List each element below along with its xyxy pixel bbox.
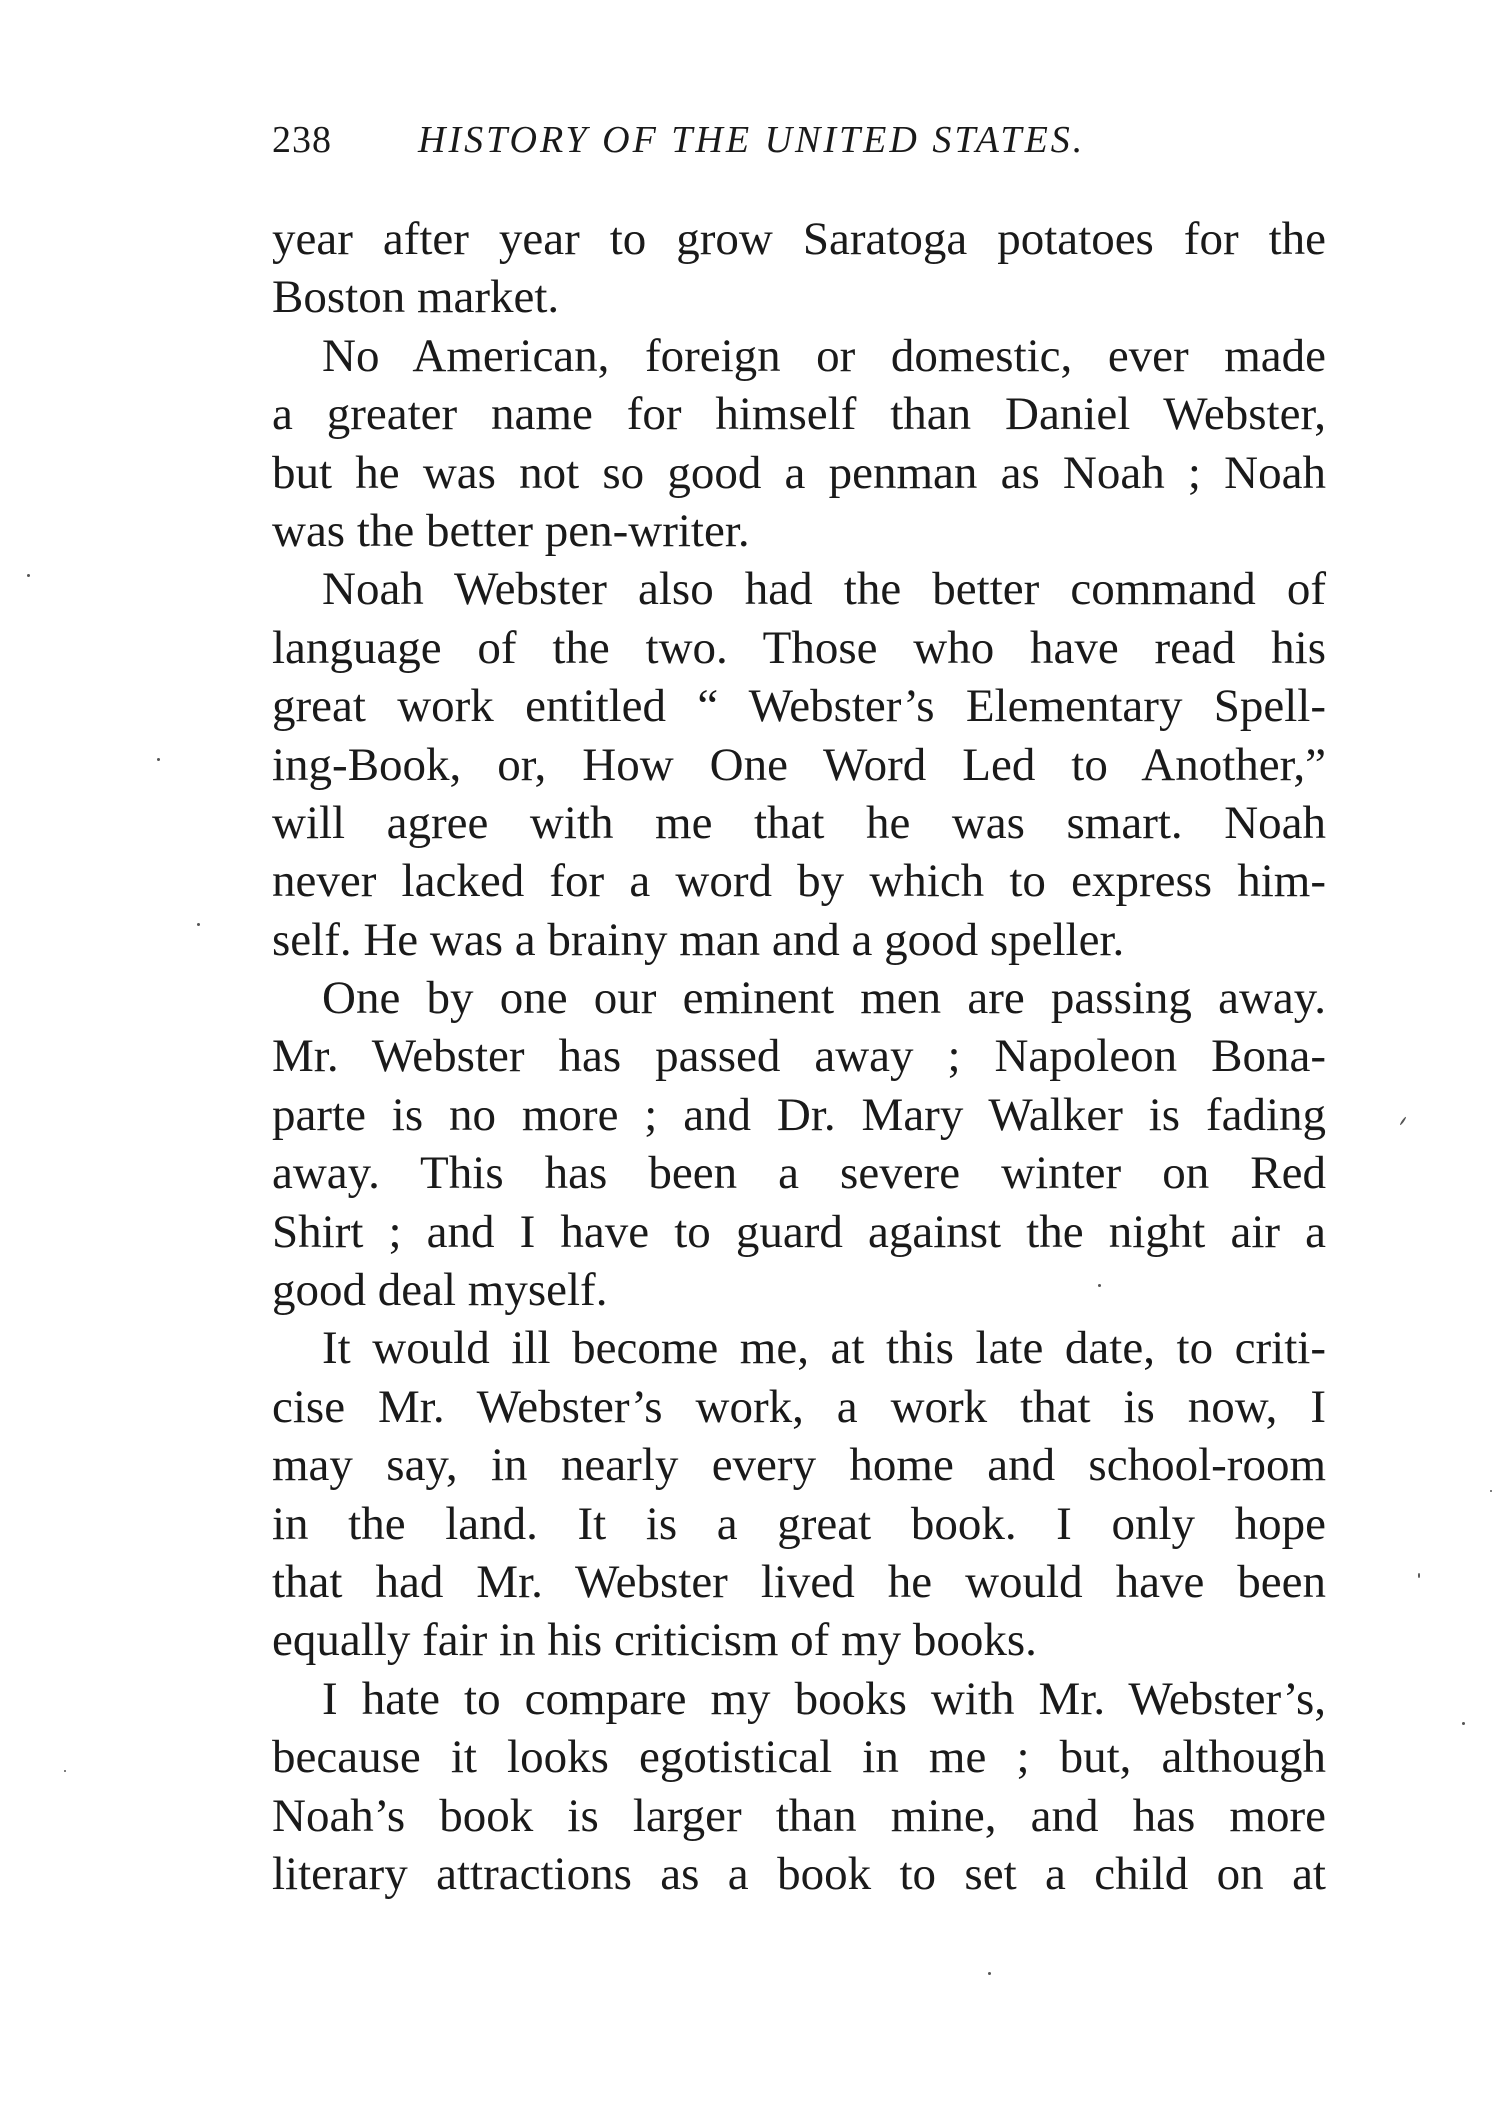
text-line: cise Mr. Webster’s work, a work that is now, I (272, 1380, 1326, 1433)
text-line: away. This has been a severe winter on Red (272, 1147, 1326, 1200)
scan-speck (1098, 1284, 1101, 1287)
text-line: may say, in nearly every home and school-room (272, 1439, 1326, 1492)
text-line: but he was not so good a penman as Noah ; Noah (272, 446, 1326, 499)
text-line: language of the two. Those who have read his (272, 621, 1326, 674)
text-line: ing-Book, or, How One Word Led to Another,” (272, 738, 1326, 791)
text-line: One by one our eminent men are passing away. (322, 972, 1326, 1025)
text-line: literary attractions as a book to set a child on at (272, 1847, 1326, 1900)
text-line: that had Mr. Webster lived he would have been (272, 1555, 1326, 1608)
scan-speck (197, 923, 200, 926)
text-line: Shirt ; and I have to guard against the night air a (272, 1205, 1326, 1258)
scan-speck (1418, 1573, 1420, 1578)
scan-speck (1399, 1116, 1406, 1125)
paragraph-3 (272, 560, 1326, 969)
body-text (272, 210, 1326, 1903)
text-line: a greater name for himself than Daniel Webster, (272, 388, 1326, 441)
text-line: in the land. It is a great book. I only hope (272, 1497, 1326, 1550)
text-line: was the better pen-writer. (272, 504, 750, 557)
text-line: never lacked for a word by which to express him- (272, 855, 1326, 908)
text-line: Noah Webster also had the better command of (322, 563, 1326, 616)
scan-speck (1462, 1722, 1465, 1725)
paragraph-6 (272, 1670, 1326, 1904)
text-line: parte is no more ; and Dr. Mary Walker is fading (272, 1088, 1326, 1141)
text-line: No American, foreign or domestic, ever made (322, 329, 1326, 382)
scan-speck (1490, 1490, 1492, 1492)
text-line: Noah’s book is larger than mine, and has more (272, 1789, 1326, 1842)
text-line: It would ill become me, at this late date, to criti- (322, 1322, 1326, 1375)
paragraph-1 (272, 210, 1326, 327)
text-line: equally fair in his criticism of my books. (272, 1614, 1037, 1667)
scan-speck (157, 758, 160, 761)
text-line: because it looks egotistical in me ; but, although (272, 1731, 1326, 1784)
page-number: 238 (272, 119, 332, 161)
paragraph-4 (272, 969, 1326, 1319)
paragraph-5 (272, 1319, 1326, 1669)
scan-speck (988, 1972, 991, 1975)
running-title: HISTORY OF THE UNITED STATES. (418, 119, 1086, 161)
running-head (272, 118, 1322, 178)
scan-speck (64, 1770, 66, 1772)
text-line: great work entitled “ Webster’s Elementary Spell- (272, 680, 1326, 733)
text-line: Boston market. (272, 271, 560, 324)
scan-speck (27, 574, 30, 577)
text-line: good deal myself. (272, 1264, 608, 1317)
text-line: Mr. Webster has passed away ; Napoleon Bona- (272, 1030, 1326, 1083)
paragraph-2 (272, 327, 1326, 561)
text-line: I hate to compare my books with Mr. Webster’s, (322, 1672, 1326, 1725)
text-line: self. He was a brainy man and a good speller. (272, 913, 1125, 966)
text-line: will agree with me that he was smart. Noah (272, 796, 1326, 849)
text-line: year after year to grow Saratoga potatoes for the (272, 213, 1326, 265)
